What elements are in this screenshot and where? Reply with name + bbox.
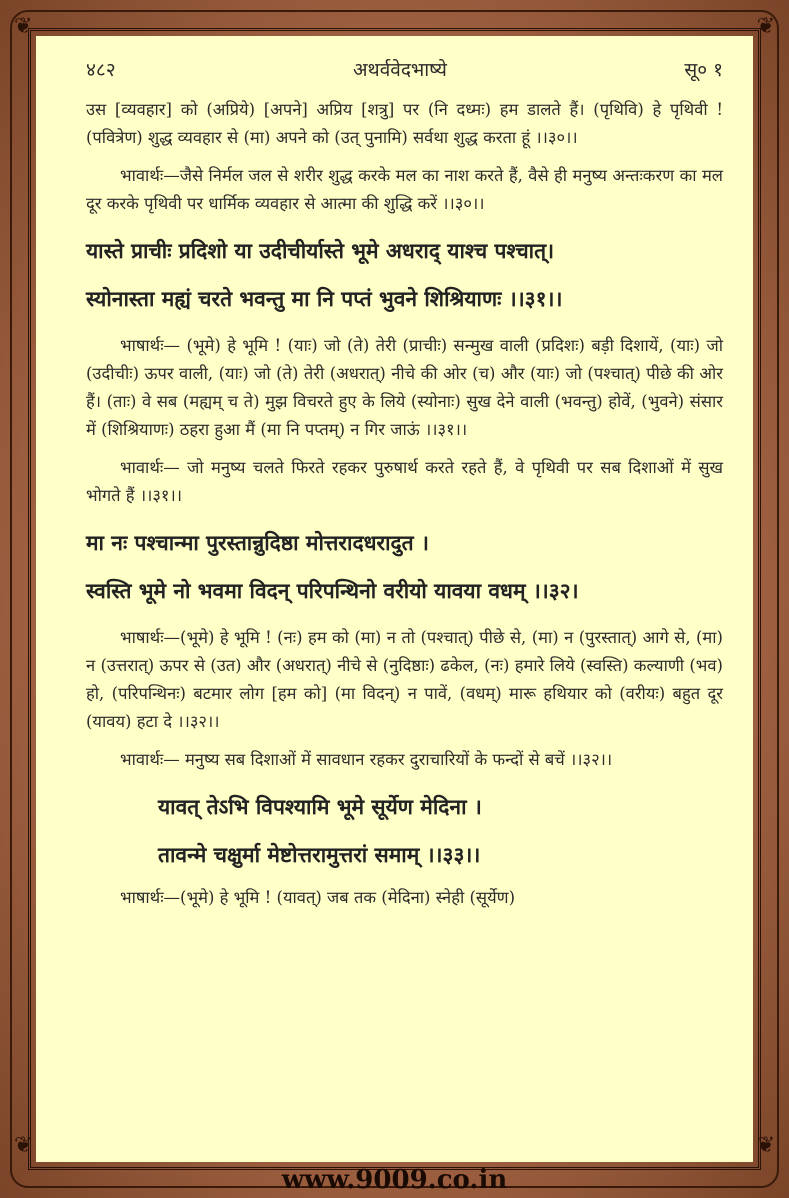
footer-url: www.9009.co.in <box>281 1165 508 1195</box>
paragraph: भावार्थः—जैसे निर्मल जल से शरीर शुद्ध करके मल का नाश करते हैं, वैसे ही मनुष्य अन्तःकरण का मल दूर करके पृथिवी पर धार्मिक व्यवहार से आत्मा की शुद्धि करें ।।३०।। <box>86 166 723 213</box>
paragraph: भाषार्थः— (भूमे) हे भूमि ! (याः) जो (ते) तेरी (प्राचीः) सन्मुख वाली (प्रदिशः) बड़ी दिशायें, (याः) जो (उदीचीः) ऊपर वाली, (याः) जो (ते) तेरी (अधरात्) नीचे की ओर (च) और (याः) जो (पश्चात्) पीछे की ओर हैं। (ताः) वे सब (मह्यम् च ते) मुझ विचरते हुए के लिये (स्योनाः) सुख देने वाली (भवन्तु) होवें, (भुवने) संसार में (शिश्रियाणः) ठहरा हुआ मैं (मा नि पप्तम्) न गिर जाऊं ।।३१।। <box>86 336 723 439</box>
verse-line: यास्ते प्राचीः प्रदिशो या उदीचीर्यास्ते भूमे अधराद् याश्च पश्चात्। <box>86 238 555 263</box>
page-title: अथर्ववेदभाष्ये <box>353 59 447 81</box>
paragraph: भावार्थः— मनुष्य सब दिशाओं में सावधान रहकर दुराचारियों के फन्दों से बचें ।।३२।। <box>120 750 613 769</box>
verse-line: मा नः पश्चान्मा पुरस्तान्नुदिष्ठा मोत्तरादधरादुत । <box>86 530 429 555</box>
paragraph: भाषार्थः—(भूमे) हे भूमि ! (यावत्) जब तक (मेदिना) स्नेही (सूर्येण) <box>120 888 516 907</box>
verse-line: स्वस्ति भूमे नो भवमा विदन् परिपन्थिनो वरीयो यावया वधम् ।।३२। <box>86 578 579 603</box>
document-page <box>36 36 753 1162</box>
corner-swirl-icon: ❦ <box>756 1133 775 1158</box>
corner-swirl-icon: ❦ <box>14 14 33 39</box>
verse-line: तावन्मे चक्षुर्मा मेष्टोत्तरामुत्तरां समाम् ।।३३।। <box>158 842 481 867</box>
corner-swirl-icon: ❦ <box>756 14 775 39</box>
page-number: ४८२ <box>86 59 116 81</box>
verse-line: स्योनास्ता मह्यं चरते भवन्तु मा नि पप्तं भुवने शिश्रियाणः ।।३१।। <box>86 286 563 311</box>
paragraph: भाषार्थः—(भूमे) हे भूमि ! (नः) हम को (मा) न तो (पश्चात्) पीछे से, (मा) न (पुरस्तात्) आगे से, (मा) न (उत्तरात्) ऊपर से (उत) और (अधरात्) नीचे से (नुदिष्ठाः) ढकेल, (नः) हमारे लिये (स्वस्ति) कल्याणी (भव) हो, (परिपन्थिनः) बटमार लोग [हम को] (मा विदन्) न पावें, (वधम्) मारू हथियार को (वरीयः) बहुत दूर (यावय) हटा दे ।।३२।। <box>86 628 723 731</box>
verse-line: यावत् तेऽभि विपश्यामि भूमे सूर्येण मेदिना । <box>158 794 482 819</box>
sukta-label: सू० १ <box>684 59 723 81</box>
paragraph: भावार्थः— जो मनुष्य चलते फिरते रहकर पुरुषार्थ करते रहते हैं, वे पृथिवी पर सब दिशाओं में सुख भोगते हैं ।।३१।। <box>86 458 723 505</box>
page-header <box>86 56 723 82</box>
corner-swirl-icon: ❦ <box>14 1133 33 1158</box>
paragraph: उस [व्यवहार] को (अप्रिये) [अपने] अप्रिय [शत्रु] पर (नि दध्मः) हम डालते हैं। (पृथिवि) हे पृथिवी ! (पवित्रेण) शुद्ध व्यवहार से (मा) अपने को (उत् पुनामि) सर्वथा शुद्ध करता हूं ।।३०।। <box>86 100 723 147</box>
